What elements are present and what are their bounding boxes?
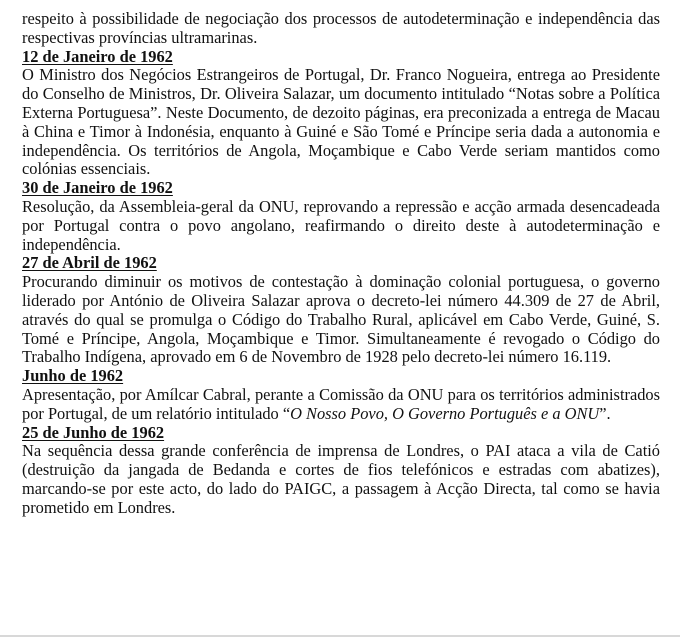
intro-paragraph: respeito à possibilidade de negociação dos processos de autodeterminação e independência das respectivas províncias ultramarinas. (22, 9, 660, 47)
entry-text-junho-1962 (22, 386, 660, 424)
entry-date-25-junho-1962: 25 de Junho de 1962 (22, 422, 165, 442)
entry-date-junho-1962: Junho de 1962 (22, 366, 124, 386)
entry-date-27-abril-1962: 27 de Abril de 1962 (22, 253, 157, 273)
entry-text-30-janeiro-1962: Resolução, da Assembleia-geral da ONU, reprovando a repressão e acção armada desencadeada por Portugal contra o povo angolano, reafirmando o direito deste à autodeterminação e independência. (22, 196, 660, 254)
report-title: O Nosso Povo, O Governo Português e a ONU (290, 403, 600, 423)
entry-text-12-janeiro-1962: O Ministro dos Negócios Estrangeiros de Portugal, Dr. Franco Nogueira, entrega ao Presidente do Conselho de Ministros, Dr. Oliveira Salazar, um documento intitulado “Notas sobre a Política Externa Portuguesa”. Neste Documento, de dezoito páginas, era preconizada a entrega de Macau à China e Timor à Indonésia, enquanto à Guiné e São Tomé e Príncipe seria dada a autonomia e independência. Os territórios de Angola, Moçambique e Cabo Verde seriam mantidos como colónias essenciais. (22, 65, 660, 179)
entry-text-junho-1962-before: Apresentação, por Amílcar Cabral, perante a Comissão da ONU para os territórios administrados por Portugal, de um relatório intitulado “ (22, 384, 660, 423)
entry-date-30-janeiro-1962: 30 de Janeiro de 1962 (22, 178, 173, 198)
entry-text-25-junho-1962: Na sequência dessa grande conferência de imprensa de Londres, o PAI ataca a vila de Catió (destruição da jangada de Bedanda e cortes de fios telefónicos e estradas com abatizes), marcando-se por este acto, do lado do PAIGC, a passagem à Acção Directa, tal como se havia prometido em Londres. (22, 441, 660, 517)
entry-text-junho-1962-after: ”. (599, 403, 611, 423)
entry-date-12-janeiro-1962: 12 de Janeiro de 1962 (22, 46, 173, 66)
entry-text-27-abril-1962: Procurando diminuir os motivos de contestação à dominação colonial portuguesa, o governo liderado por António de Oliveira Salazar aprova o decreto-lei número 44.309 de 27 de Abril, através do qual se promulga o Código do Trabalho Rural, aplicável em Cabo Verde, Guiné, S. Tomé e Príncipe, Angola, Moçambique e Timor. Simultaneamente é revogado o Código do Trabalho Indígena, aprovado em 6 de Novembro de 1928 pelo decreto-lei número 16.119. (22, 272, 660, 367)
